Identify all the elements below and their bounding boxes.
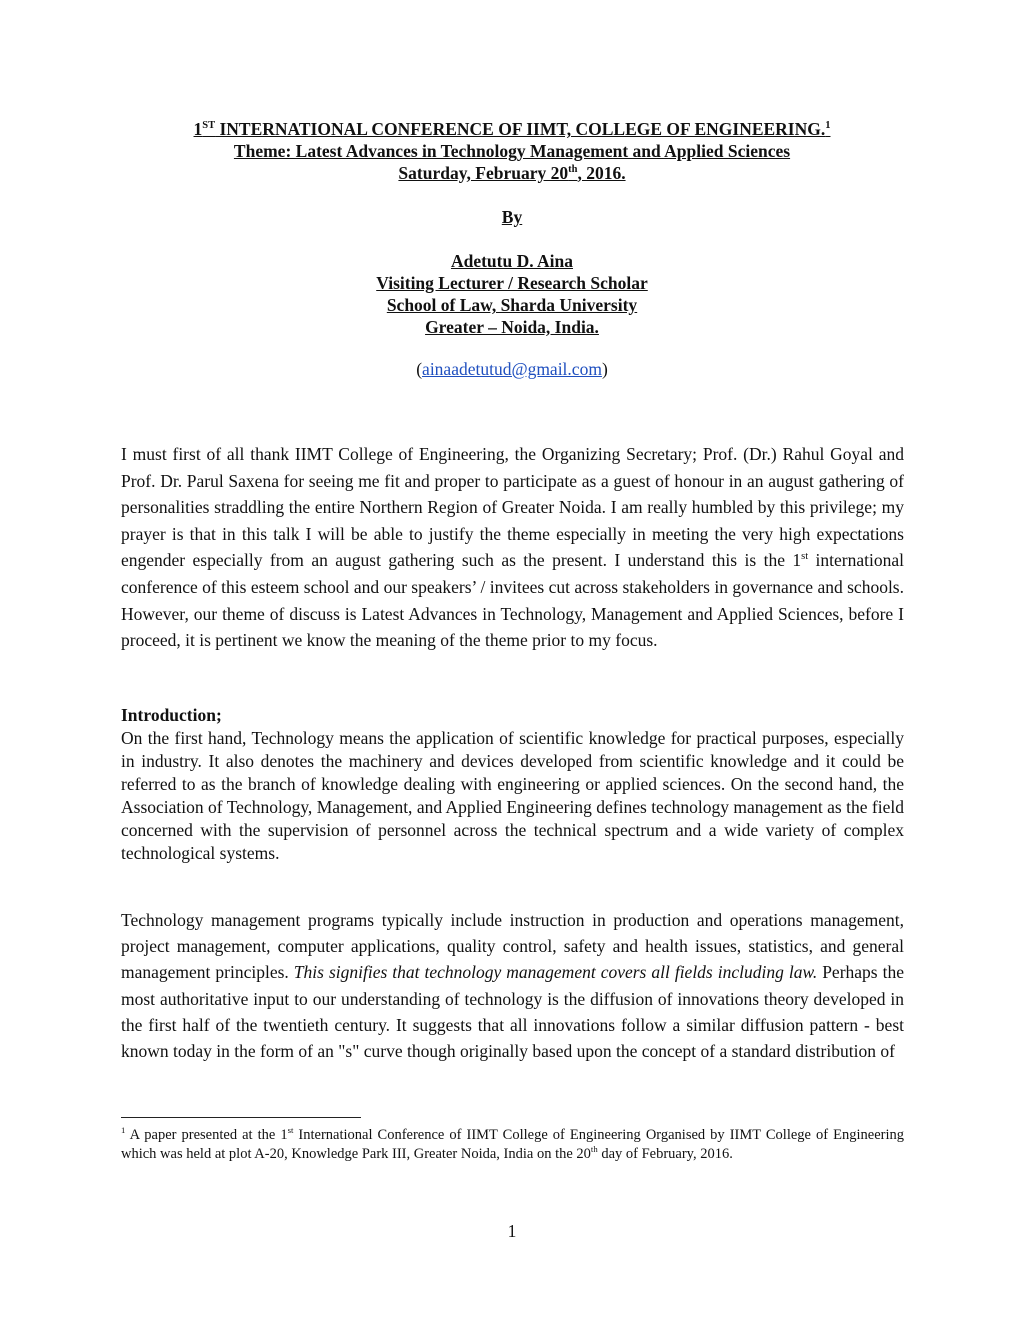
paragraph-acknowledgement (121, 441, 904, 654)
author-role: Visiting Lecturer / Research Scholar (376, 273, 648, 293)
date-suffix: th (568, 164, 578, 176)
paragraph-text: Technology management programs typically include instruction in production and operations management, project management, computer applications, quality control, safety and health issues, statistics, and general management principles. (121, 910, 904, 983)
paragraph-text: Perhaps the most authoritative input to our understanding of technology is the diffusion of innovations theory developed in the first half of the twentieth century. It suggests that all innovations follow a similar diffusion pattern - best known today in the form of an "s" curve though originally based upon the concept of a standard distribution of (121, 962, 904, 1062)
paragraph-text: international conference of this esteem school and our speakers’ / invitees cut across stakeholders in governance and schools. However, our theme of discuss is Latest Advances in Technology, Management and Applied Sciences, before I proceed, it is pertinent we know the meaning of the theme prior to my focus. (121, 550, 904, 651)
email-line (100, 358, 924, 380)
author-location: Greater – Noida, India. (425, 317, 599, 337)
date-line (100, 162, 924, 184)
title-ordinal-suffix: ST (202, 120, 216, 132)
ordinal-suffix: st (801, 551, 809, 563)
emphasis-text: This signifies that technology management covers all fields including law. (293, 962, 818, 983)
email-paren-open: ( (416, 359, 423, 379)
conference-title (100, 118, 924, 140)
author-name: Adetutu D. Aina (450, 251, 574, 271)
section-heading-introduction: Introduction; (121, 705, 222, 725)
ordinal-suffix: st (287, 1125, 294, 1136)
date-year: , 2016. (577, 163, 626, 183)
paragraph-technology-management (121, 907, 904, 1064)
paragraph-text: I must first of all thank IIMT College of Engineering, the Organizing Secretary; Prof. (Dr.) Rahul Goyal and Prof. Dr. Parul Saxena for seeing me fit and proper to participate as a guest of honour in an august gathering of personalities straddling the entire Northern Region of Greater Noida. I am really humbled by this privilege; my prayer is that in this talk I will be able to justify the theme especially in meeting the very high expectations engender especially from an august gathering such as the present. I understand this is the 1 (121, 444, 904, 571)
footnote-text: International Conference of IIMT College of Engineering Organised by IIMT College of Engineering which was held at plot A-20, Knowledge Park III, Greater Noida, India on the 20 (121, 1127, 904, 1162)
footnote-divider (121, 1117, 361, 1118)
footnote-mark: 1 (121, 1125, 126, 1136)
title-ordinal: 1 (193, 119, 203, 139)
paragraph-technology-definition: On the first hand, Technology means the application of scientific knowledge for practical purposes, especially in industry. It also denotes the machinery and devices developed from scientific knowledge and it could be referred to as the branch of knowledge dealing with engineering or applied sciences. On the second hand, the Association of Technology, Management, and Applied Engineering defines technology management as the field concerned with the supervision of personnel across the technical spectrum and a wide variety of complex technological systems. (121, 728, 904, 863)
footnote-text: day of February, 2016. (597, 1146, 733, 1162)
footnote-ref[interactable]: 1 (825, 120, 831, 132)
page-number: 1 (507, 1221, 517, 1241)
footnote-text: A paper presented at the 1 (125, 1127, 288, 1143)
footnote (121, 1126, 904, 1164)
email-paren-close: ) (601, 359, 608, 379)
email-link[interactable]: ainaadetutud@gmail.com (422, 359, 602, 379)
theme-line: Theme: Latest Advances in Technology Management and Applied Sciences (233, 141, 791, 161)
ordinal-suffix: th (590, 1144, 598, 1155)
by-line: By (501, 207, 523, 227)
author-school: School of Law, Sharda University (386, 295, 638, 315)
date-text: Saturday, February 20 (398, 163, 569, 183)
title-text: INTERNATIONAL CONFERENCE OF IIMT, COLLEGE OF ENGINEERING. (215, 119, 826, 139)
title-block (100, 118, 924, 380)
